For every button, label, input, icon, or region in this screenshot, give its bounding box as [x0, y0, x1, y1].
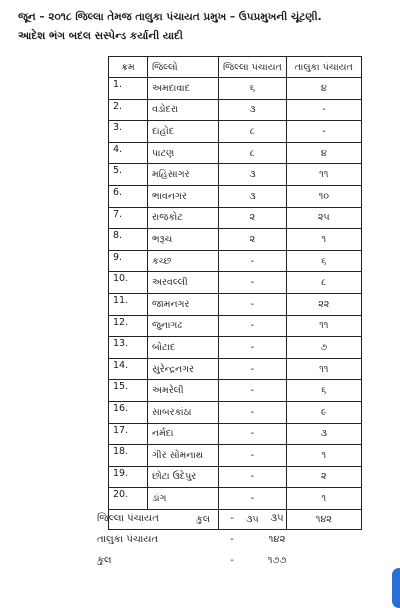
cell-zilla-panchayat: - [219, 337, 287, 359]
cell-zilla-panchayat: - [219, 358, 287, 380]
table-row [109, 185, 362, 207]
cell-serial: 19. [109, 466, 148, 488]
cell-serial: 13. [109, 337, 148, 359]
cell-district: વડોદરા [148, 99, 219, 121]
table-row [109, 99, 362, 121]
cell-serial: 10. [109, 272, 148, 294]
cell-district: રાજકોટ [148, 207, 219, 229]
table-row [109, 401, 362, 423]
cell-district: ભરૂચ [148, 229, 219, 251]
summary-row [97, 508, 307, 529]
cell-district: દાહોદ [148, 121, 219, 143]
table-body [109, 78, 362, 510]
cell-serial: 12. [109, 315, 148, 337]
suspension-table [108, 56, 362, 530]
cell-zilla-panchayat: ૨ [219, 207, 287, 229]
cell-zilla-panchayat: ૮ [219, 121, 287, 143]
summary-row [97, 550, 307, 571]
cell-serial: 7. [109, 207, 148, 229]
table-row [109, 337, 362, 359]
cell-district: સુરેન્દ્રનગર [148, 358, 219, 380]
cell-serial: 1. [109, 78, 148, 100]
table-header-row [109, 57, 362, 78]
header-serial: ક્રમ [109, 57, 148, 78]
cell-district: પાટણ [148, 142, 219, 164]
cell-zilla-panchayat: ૩ [219, 185, 287, 207]
cell-district: જુનાગઢ [148, 315, 219, 337]
cell-district: નર્મદા [148, 423, 219, 445]
table-row [109, 445, 362, 467]
cell-zilla-panchayat: - [219, 272, 287, 294]
cell-taluka-panchayat: ૯ [286, 401, 361, 423]
table-row [109, 142, 362, 164]
summary-label: કુલ [97, 555, 112, 566]
cell-zilla-panchayat: ૨ [219, 229, 287, 251]
cell-zilla-panchayat: - [219, 315, 287, 337]
cell-taluka-panchayat: ૭ [286, 337, 361, 359]
cell-district: ભાવનગર [148, 185, 219, 207]
cell-taluka-panchayat: ૧ [286, 229, 361, 251]
table-row [109, 207, 362, 229]
header-district: જિલ્લો [148, 57, 219, 78]
table-row [109, 229, 362, 251]
cell-taluka-panchayat: ૪ [286, 142, 361, 164]
cell-zilla-panchayat: - [219, 466, 287, 488]
cell-district: અમરેલી [148, 380, 219, 402]
header-taluka-panchayat: તાલુકા પંચાયત [286, 57, 361, 78]
cell-taluka-panchayat: ૧૦ [286, 185, 361, 207]
cell-taluka-panchayat: ૪ [286, 78, 361, 100]
heading-line-1: જૂન – ૨૦૧૮ જિલ્લા તેમજ તાલુકા પંચાયત પ્રમુખ – ઉપપ્રમુખની ચૂંટણી. [18, 11, 322, 23]
table-row [109, 272, 362, 294]
cell-serial: 4. [109, 142, 148, 164]
cell-district: છોટા ઉદેપુર [148, 466, 219, 488]
summary-value: ૩૫ [270, 513, 284, 524]
cell-serial: 15. [109, 380, 148, 402]
cell-district: ગીર સોમનાથ [148, 445, 219, 467]
table-row [109, 293, 362, 315]
cell-taluka-panchayat: ૨૨ [286, 293, 361, 315]
summary-dash: - [230, 534, 234, 545]
cell-serial: 9. [109, 250, 148, 272]
cell-district: કચ્છ [148, 250, 219, 272]
cell-district: મહિસાગર [148, 164, 219, 186]
summary-row [97, 529, 307, 550]
summary-dash: - [230, 513, 234, 524]
table-row [109, 164, 362, 186]
document-heading [18, 8, 393, 46]
summary-table [97, 508, 307, 571]
cell-zilla-panchayat: ૩ [219, 164, 287, 186]
cell-serial: 5. [109, 164, 148, 186]
summary-value: ૧૭૭ [267, 555, 287, 566]
summary-label: તાલુકા પંચાયત [97, 534, 159, 545]
cell-serial: 17. [109, 423, 148, 445]
cell-zilla-panchayat: ૩ [219, 99, 287, 121]
cell-serial: 14. [109, 358, 148, 380]
cell-taluka-panchayat: ૨ [286, 466, 361, 488]
table-row [109, 250, 362, 272]
cell-taluka-panchayat: - [286, 121, 361, 143]
cell-district: સાબરકાંઠા [148, 401, 219, 423]
cell-serial: 11. [109, 293, 148, 315]
scroll-edge-indicator [392, 568, 400, 608]
total-label: કુલ [109, 509, 219, 530]
summary-body [97, 508, 307, 571]
cell-district: જામનગર [148, 293, 219, 315]
table-row [109, 121, 362, 143]
total-zilla: ૩૫ [219, 509, 287, 530]
table-row [109, 466, 362, 488]
summary-value: ૧૪૨ [268, 534, 286, 545]
total-taluka: ૧૪૨ [286, 509, 361, 530]
cell-taluka-panchayat: ૧૧ [286, 358, 361, 380]
cell-taluka-panchayat: - [286, 99, 361, 121]
cell-taluka-panchayat: ૮ [286, 272, 361, 294]
cell-zilla-panchayat: - [219, 445, 287, 467]
cell-taluka-panchayat: ૩ [286, 423, 361, 445]
cell-zilla-panchayat: - [219, 293, 287, 315]
table-row [109, 423, 362, 445]
cell-zilla-panchayat: - [219, 250, 287, 272]
table-row [109, 315, 362, 337]
heading-line-2: આદેશ ભંગ બદલ સસ્પેન્ડ કર્યાની યાદી [18, 30, 183, 42]
cell-zilla-panchayat: - [219, 401, 287, 423]
cell-taluka-panchayat: ૧ [286, 488, 361, 510]
table-row [109, 358, 362, 380]
table-row [109, 78, 362, 100]
cell-zilla-panchayat: - [219, 488, 287, 510]
cell-taluka-panchayat: ૬ [286, 250, 361, 272]
cell-zilla-panchayat: ૮ [219, 142, 287, 164]
cell-district: ડાંગ [148, 488, 219, 510]
cell-taluka-panchayat: ૧૧ [286, 315, 361, 337]
cell-taluka-panchayat: ૧૧ [286, 164, 361, 186]
cell-district: બોટાદ [148, 337, 219, 359]
cell-serial: 8. [109, 229, 148, 251]
cell-serial: 2. [109, 99, 148, 121]
cell-zilla-panchayat: - [219, 380, 287, 402]
summary-dash: - [230, 555, 234, 566]
table-row [109, 380, 362, 402]
header-zilla-panchayat: જિલ્લા પંચાયત [219, 57, 287, 78]
cell-district: અમદાવાદ [148, 78, 219, 100]
cell-zilla-panchayat: ૬ [219, 78, 287, 100]
cell-taluka-panchayat: ૬ [286, 380, 361, 402]
cell-serial: 6. [109, 185, 148, 207]
cell-district: અરવલ્લી [148, 272, 219, 294]
cell-taluka-panchayat: ૧ [286, 445, 361, 467]
table-row [109, 488, 362, 510]
cell-serial: 3. [109, 121, 148, 143]
cell-zilla-panchayat: - [219, 423, 287, 445]
cell-taluka-panchayat: ૨૫ [286, 207, 361, 229]
cell-serial: 20. [109, 488, 148, 510]
cell-serial: 16. [109, 401, 148, 423]
summary-label: જિલ્લા પંચાયત [97, 513, 159, 524]
cell-serial: 18. [109, 445, 148, 467]
